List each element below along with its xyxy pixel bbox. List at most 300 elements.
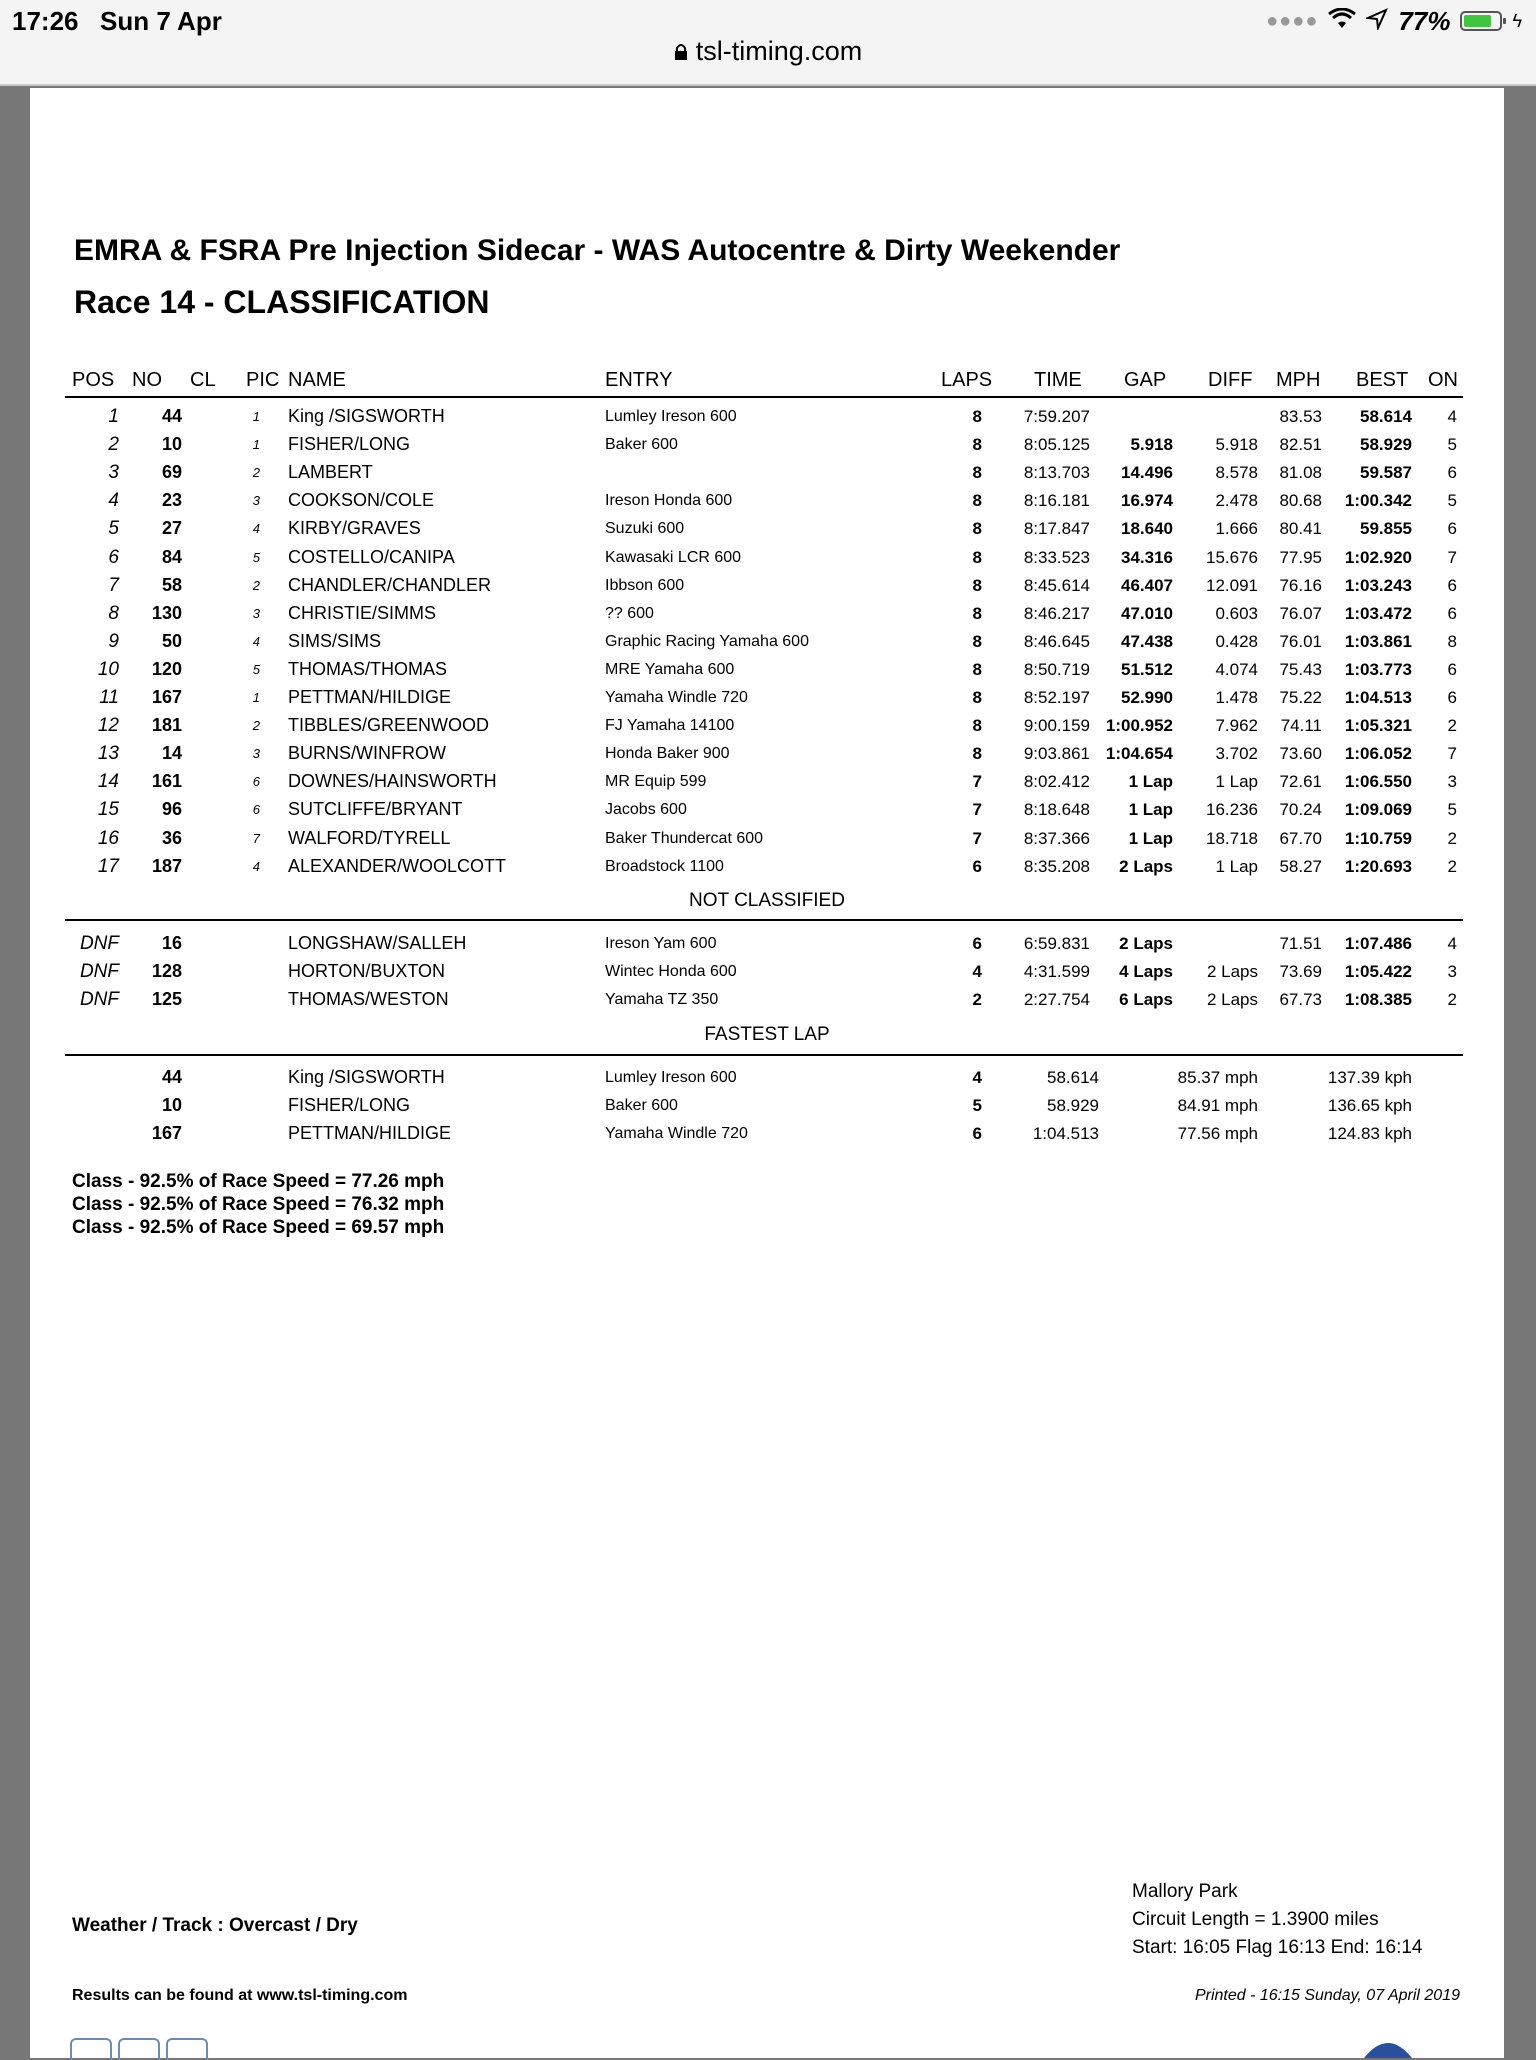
- cell-time: 8:50.719: [1023, 659, 1090, 679]
- cell-diff: 7.962: [1215, 716, 1258, 736]
- cell-no: 69: [161, 462, 182, 483]
- cell-laps: 5: [972, 1096, 982, 1115]
- cell-pic: 4: [252, 633, 260, 649]
- cell-mph: 81.08: [1279, 463, 1322, 483]
- col-entry: ENTRY: [605, 369, 673, 391]
- cell-entry: MR Equip 599: [605, 773, 707, 791]
- circuit-length: Circuit Length = 1.3900 miles: [1132, 1909, 1379, 1930]
- cell-name: COSTELLO/CANIPA: [288, 546, 455, 567]
- location-arrow-icon: [1366, 6, 1388, 37]
- col-mph: MPH: [1276, 369, 1321, 391]
- sponsor-logo: [70, 2038, 112, 2060]
- col-on: ON: [1428, 369, 1458, 391]
- cell-laps: 7: [972, 800, 982, 820]
- cell-pic: 3: [252, 746, 260, 762]
- cell-pic: 2: [252, 718, 260, 734]
- cell-time: 8:33.523: [1023, 547, 1090, 567]
- cell-best: 1:09.069: [1344, 800, 1412, 820]
- cell-no: 14: [161, 743, 182, 764]
- cell-diff: 12.091: [1206, 575, 1258, 595]
- cell-mph: 73.69: [1279, 962, 1322, 981]
- cell-mph: 76.07: [1279, 603, 1322, 623]
- cell-gap: 46.407: [1121, 575, 1173, 595]
- cell-pos: 6: [108, 546, 119, 568]
- cell-name: THOMAS/WESTON: [288, 989, 449, 1009]
- cell-mph: 74.11: [1280, 716, 1322, 736]
- cell-best: 1:05.321: [1344, 716, 1412, 736]
- cell-pic: 3: [252, 493, 260, 509]
- cell-no: 128: [151, 961, 182, 981]
- cell-pos: 11: [99, 687, 119, 708]
- cell-laps: 8: [972, 491, 982, 511]
- col-best: BEST: [1356, 369, 1409, 391]
- cell-pic: 1: [252, 409, 260, 424]
- cell-name: SIMS/SIMS: [288, 630, 382, 651]
- cell-time: 8:05.125: [1023, 435, 1090, 455]
- cell-gap: 4 Laps: [1119, 962, 1173, 981]
- cell-laps: 4: [972, 962, 982, 981]
- cell-mph: 75.22: [1279, 688, 1322, 707]
- table-row: [30, 1092, 1504, 1119]
- cell-gap: 5.918: [1130, 435, 1173, 455]
- battery-percentage: 77%: [1398, 5, 1451, 36]
- cell-kph: 124.83 kph: [1327, 1124, 1412, 1143]
- cell-laps: 8: [972, 575, 982, 595]
- cell-best: 59.855: [1360, 519, 1412, 539]
- cell-on: 6: [1447, 519, 1457, 539]
- sponsor-logo: [166, 2038, 208, 2060]
- cell-diff: 1.666: [1215, 519, 1258, 539]
- cell-pos: DNF: [79, 961, 119, 982]
- cell-entry: Jacobs 600: [605, 801, 687, 819]
- cell-pos: 5: [108, 518, 119, 540]
- cell-laps: 6: [972, 1124, 982, 1143]
- cell-diff: 5.918: [1215, 435, 1258, 455]
- cell-no: 16: [161, 933, 182, 953]
- cell-mph: 77.56 mph: [1177, 1124, 1258, 1143]
- cell-name: FISHER/LONG: [288, 1095, 411, 1115]
- table-row: [30, 740, 1504, 767]
- table-row: [30, 684, 1504, 711]
- table-row: [30, 712, 1504, 739]
- cell-name: THOMAS/THOMAS: [288, 658, 448, 679]
- cell-on: 3: [1447, 772, 1457, 792]
- table-row: [30, 796, 1504, 823]
- cell-time: 8:37.366: [1023, 828, 1090, 848]
- cell-entry: Baker Thundercat 600: [605, 829, 764, 847]
- cell-laps: 8: [972, 519, 982, 539]
- cell-diff: 1 Lap: [1215, 856, 1258, 876]
- lock-icon: [674, 37, 688, 68]
- cell-best: 1:03.472: [1344, 603, 1412, 623]
- class-speed-line: Class - 92.5% of Race Speed = 77.26 mph: [72, 1171, 445, 1192]
- cell-laps: 6: [972, 856, 982, 876]
- cell-name: King /SIGSWORTH: [288, 406, 445, 426]
- cell-diff: 2.478: [1215, 491, 1258, 511]
- cell-diff: 1 Lap: [1215, 772, 1258, 792]
- cell-laps: 8: [972, 716, 982, 736]
- fastest-lap-heading: FASTEST LAP: [704, 1024, 830, 1045]
- table-row: [30, 853, 1504, 880]
- cell-best: 58.614: [1360, 407, 1412, 426]
- cell-pos: 17: [97, 855, 119, 877]
- cell-name: SUTCLIFFE/BRYANT: [288, 799, 463, 820]
- table-row: [30, 986, 1504, 1013]
- cell-time: 58.614: [1047, 1068, 1099, 1087]
- cell-best: 1:03.773: [1344, 659, 1412, 679]
- venue-name: Mallory Park: [1132, 1881, 1238, 1902]
- cell-entry: Baker 600: [605, 1097, 678, 1114]
- cell-entry: Lumley Ireson 600: [605, 408, 737, 425]
- cell-entry: Broadstock 1100: [605, 857, 724, 875]
- cell-no: 23: [161, 490, 182, 511]
- cell-on: 6: [1447, 463, 1457, 483]
- cell-entry: Ireson Honda 600: [605, 492, 733, 510]
- cell-mph: 67.70: [1279, 828, 1322, 848]
- cell-kph: 137.39 kph: [1327, 1068, 1412, 1087]
- cell-time: 8:45.614: [1023, 575, 1090, 595]
- cell-time: 9:00.159: [1023, 716, 1090, 736]
- cell-entry: Graphic Racing Yamaha 600: [605, 632, 809, 650]
- cell-on: 5: [1447, 435, 1457, 455]
- cell-pos: 15: [97, 799, 119, 821]
- cell-pos: DNF: [79, 933, 119, 954]
- cell-time: 9:03.861: [1023, 744, 1090, 764]
- cell-time: 8:17.847: [1023, 519, 1090, 539]
- cell-diff: 18.718: [1206, 828, 1258, 848]
- cell-pos: 3: [108, 462, 119, 484]
- cell-name: King /SIGSWORTH: [288, 1067, 445, 1087]
- cell-best: 1:20.693: [1344, 856, 1412, 876]
- status-indicators: [1266, 5, 1522, 37]
- not-classified-heading: NOT CLASSIFIED: [689, 890, 845, 911]
- cell-pos: 14: [97, 771, 119, 793]
- col-time: TIME: [1034, 369, 1082, 391]
- table-row: [30, 1064, 1504, 1091]
- cell-entry: Yamaha Windle 720: [605, 1125, 748, 1142]
- cell-diff: 0.603: [1215, 603, 1258, 623]
- cell-no: 36: [161, 827, 182, 848]
- class-speed-line: Class - 92.5% of Race Speed = 76.32 mph: [72, 1194, 445, 1215]
- cell-mph: 83.53: [1279, 407, 1322, 426]
- table-row: [30, 515, 1504, 542]
- table-row: [30, 825, 1504, 852]
- cell-best: 58.929: [1360, 435, 1412, 455]
- cell-entry: Lumley Ireson 600: [605, 1069, 737, 1086]
- col-laps: LAPS: [941, 369, 993, 391]
- cell-time: 8:52.197: [1023, 688, 1090, 707]
- table-row: [30, 768, 1504, 795]
- results-url-note: Results can be found at www.tsl-timing.com: [72, 1987, 408, 2004]
- cell-pos: 4: [108, 490, 119, 512]
- class-speed-line: Class - 92.5% of Race Speed = 69.57 mph: [72, 1217, 445, 1238]
- cell-gap: 1:04.654: [1105, 744, 1173, 764]
- cell-diff: 1.478: [1215, 688, 1258, 707]
- cell-gap: 14.496: [1121, 463, 1173, 483]
- footer-logos: [70, 2038, 208, 2060]
- col-name: NAME: [288, 369, 346, 391]
- table-row: [30, 544, 1504, 571]
- cell-on: 2: [1447, 990, 1457, 1009]
- cell-mph: 76.01: [1279, 631, 1322, 651]
- cell-laps: 8: [972, 688, 982, 707]
- cell-on: 2: [1447, 828, 1457, 848]
- cell-name: WALFORD/TYRELL: [288, 827, 451, 848]
- cell-laps: 8: [972, 407, 982, 426]
- cell-on: 5: [1447, 800, 1457, 820]
- cell-diff: 2 Laps: [1206, 962, 1258, 981]
- cell-pic: 2: [252, 465, 260, 481]
- cell-mph: 71.51: [1279, 934, 1322, 953]
- cell-on: 7: [1447, 547, 1457, 567]
- cell-on: 4: [1447, 934, 1457, 953]
- cell-no: 161: [151, 771, 182, 792]
- cell-gap: 1 Lap: [1128, 772, 1173, 792]
- cell-time: 8:35.208: [1023, 856, 1090, 876]
- table-row: [30, 572, 1504, 599]
- cell-best: 1:05.422: [1344, 962, 1412, 981]
- cell-no: 167: [151, 687, 182, 707]
- cell-entry: Wintec Honda 600: [605, 963, 737, 980]
- cell-gap: 18.640: [1121, 519, 1173, 539]
- cell-laps: 8: [972, 744, 982, 764]
- cell-gap: 51.512: [1121, 659, 1173, 679]
- col-cl: CL: [190, 369, 216, 391]
- cell-on: 2: [1447, 716, 1457, 736]
- cell-no: 167: [151, 1123, 182, 1143]
- table-row: [30, 1120, 1504, 1147]
- cell-best: 1:02.920: [1344, 547, 1412, 567]
- cell-best: 1:00.342: [1344, 491, 1412, 511]
- cell-mph: 67.73: [1279, 990, 1322, 1009]
- cell-pic: 5: [252, 661, 260, 677]
- cell-name: CHRISTIE/SIMMS: [288, 602, 437, 623]
- cell-time: 8:02.412: [1023, 772, 1090, 792]
- cell-entry: Yamaha TZ 350: [605, 991, 719, 1008]
- cell-entry: Baker 600: [605, 436, 678, 454]
- cell-diff: 4.074: [1215, 659, 1258, 679]
- cell-name: FISHER/LONG: [288, 434, 411, 455]
- cell-entry: Ibbson 600: [605, 576, 685, 594]
- cell-best: 1:06.550: [1344, 772, 1412, 792]
- cell-no: 96: [161, 799, 182, 820]
- cell-entry: FJ Yamaha 14100: [605, 717, 735, 735]
- cell-laps: 8: [972, 603, 982, 623]
- cell-time: 8:16.181: [1023, 491, 1090, 511]
- cell-on: 2: [1447, 856, 1457, 876]
- cell-gap: 47.438: [1121, 631, 1173, 651]
- cell-gap: 34.316: [1121, 547, 1173, 567]
- cell-name: TIBBLES/GREENWOOD: [288, 715, 490, 736]
- cell-name: ALEXANDER/WOOLCOTT: [288, 855, 507, 876]
- cell-time: 2:27.754: [1023, 990, 1090, 1009]
- cell-time: 4:31.599: [1023, 962, 1090, 981]
- address-bar[interactable]: [0, 36, 1536, 68]
- cell-time: 7:59.207: [1023, 407, 1090, 426]
- cell-pos: 7: [108, 574, 119, 596]
- cell-diff: 8.578: [1215, 463, 1258, 483]
- cell-on: 3: [1447, 962, 1457, 981]
- status-date: Sun 7 Apr: [100, 6, 222, 36]
- cell-best: 1:04.513: [1344, 688, 1412, 707]
- cell-laps: 8: [972, 463, 982, 483]
- cell-time: 58.929: [1047, 1096, 1099, 1115]
- cell-name: LONGSHAW/SALLEH: [288, 933, 467, 953]
- address-url: tsl-timing.com: [695, 36, 863, 66]
- cell-on: 4: [1447, 407, 1457, 426]
- not-classified-divider: [65, 919, 1463, 921]
- header-divider: [65, 396, 1463, 398]
- cell-pos: DNF: [79, 989, 119, 1010]
- cell-best: 1:10.759: [1344, 828, 1412, 848]
- cell-best: 1:08.385: [1344, 990, 1412, 1009]
- cell-laps: 8: [972, 659, 982, 679]
- cell-pic: 3: [252, 605, 260, 621]
- cell-entry: Yamaha Windle 720: [605, 689, 748, 706]
- table-row: [30, 958, 1504, 985]
- cell-mph: 84.91 mph: [1177, 1096, 1258, 1115]
- cell-name: COOKSON/COLE: [288, 490, 435, 511]
- cell-pic: 7: [252, 830, 260, 846]
- cell-name: KIRBY/GRAVES: [288, 518, 421, 539]
- cell-name: CHANDLER/CHANDLER: [288, 574, 492, 595]
- cell-laps: 8: [972, 435, 982, 455]
- race-title: Race 14 - CLASSIFICATION: [74, 284, 490, 320]
- cell-diff: 2 Laps: [1206, 990, 1258, 1009]
- race-times: Start: 16:05 Flag 16:13 End: 16:14: [1132, 1937, 1423, 1958]
- timing-logo: [1360, 2034, 1416, 2058]
- cell-entry: Kawasaki LCR 600: [605, 548, 742, 566]
- col-pic: PIC: [246, 369, 280, 391]
- col-no: NO: [132, 369, 162, 391]
- cell-no: 84: [161, 546, 182, 567]
- cell-no: 50: [161, 630, 182, 651]
- cell-on: 8: [1447, 631, 1457, 651]
- cell-on: 6: [1447, 659, 1457, 679]
- cell-name: PETTMAN/HILDIGE: [288, 1123, 452, 1143]
- weather-info: Weather / Track : Overcast / Dry: [72, 1915, 358, 1936]
- cell-diff: 0.428: [1215, 631, 1258, 651]
- cell-no: 181: [151, 715, 182, 736]
- cell-on: 6: [1447, 688, 1457, 707]
- cell-no: 10: [161, 1095, 182, 1115]
- cell-on: 6: [1447, 603, 1457, 623]
- col-diff: DIFF: [1208, 369, 1253, 391]
- col-gap: GAP: [1124, 369, 1167, 391]
- cell-pos: 2: [108, 434, 119, 456]
- table-row: [30, 403, 1504, 430]
- signal-dots-icon: ●●●●: [1266, 9, 1319, 32]
- cell-gap: 16.974: [1121, 491, 1173, 511]
- cell-pic: 6: [252, 802, 260, 818]
- cell-laps: 7: [972, 772, 982, 792]
- cell-mph: 75.43: [1279, 659, 1322, 679]
- cell-gap: 52.990: [1121, 688, 1173, 707]
- cell-pic: 2: [252, 577, 260, 593]
- printed-timestamp: Printed - 16:15 Sunday, 07 April 2019: [1194, 1987, 1460, 2004]
- cell-entry: Suzuki 600: [605, 520, 685, 538]
- cell-diff: 15.676: [1206, 547, 1258, 567]
- cell-no: 58: [161, 574, 182, 595]
- cell-laps: 4: [972, 1068, 982, 1087]
- sponsor-logo: [118, 2038, 160, 2060]
- event-title: EMRA & FSRA Pre Injection Sidecar - WAS Autocentre & Dirty Weekender: [74, 234, 1121, 267]
- table-row: [30, 459, 1504, 486]
- cell-gap: 1 Lap: [1128, 828, 1173, 848]
- cell-pic: 5: [252, 549, 260, 565]
- cell-diff: 3.702: [1215, 744, 1258, 764]
- cell-no: 120: [151, 658, 182, 679]
- table-row: [30, 656, 1504, 683]
- table-header: [30, 367, 1504, 395]
- table-row: [30, 487, 1504, 514]
- cell-name: LAMBERT: [288, 462, 373, 483]
- cell-laps: 6: [972, 934, 982, 953]
- cell-mph: 70.24: [1279, 800, 1322, 820]
- cell-entry: Ireson Yam 600: [605, 935, 717, 952]
- cell-no: 125: [151, 989, 182, 1009]
- cell-pic: 1: [252, 437, 260, 453]
- cell-gap: 1:00.952: [1105, 716, 1173, 736]
- cell-time: 6:59.831: [1023, 934, 1090, 953]
- wifi-icon: [1328, 6, 1356, 37]
- cell-name: DOWNES/HAINSWORTH: [288, 771, 497, 792]
- cell-mph: 77.95: [1279, 547, 1322, 567]
- cell-kph: 136.65 kph: [1327, 1096, 1412, 1115]
- table-row: [30, 431, 1504, 458]
- cell-pos: 9: [108, 630, 119, 652]
- cell-mph: 58.27: [1279, 856, 1322, 876]
- ios-status-bar: [0, 0, 1536, 86]
- cell-best: 1:03.243: [1344, 575, 1412, 595]
- cell-pic: 6: [252, 774, 260, 790]
- cell-laps: 8: [972, 631, 982, 651]
- cell-name: BURNS/WINFROW: [288, 743, 446, 764]
- cell-pic: 1: [252, 690, 260, 705]
- charging-bolt-icon: ϟ: [1512, 10, 1522, 31]
- cell-no: 10: [161, 434, 182, 455]
- table-row: [30, 628, 1504, 655]
- table-row: [30, 600, 1504, 627]
- cell-mph: 82.51: [1279, 435, 1322, 455]
- cell-mph: 72.61: [1279, 772, 1322, 792]
- cell-no: 187: [151, 855, 182, 876]
- cell-time: 8:13.703: [1023, 463, 1090, 483]
- cell-laps: 8: [972, 547, 982, 567]
- cell-pos: 1: [108, 406, 119, 427]
- cell-entry: Honda Baker 900: [605, 745, 730, 763]
- cell-laps: 7: [972, 828, 982, 848]
- cell-pos: 16: [97, 827, 119, 849]
- cell-best: 1:03.861: [1344, 631, 1412, 651]
- cell-no: 130: [151, 602, 182, 623]
- cell-gap: 1 Lap: [1128, 800, 1173, 820]
- col-pos: POS: [72, 369, 115, 391]
- cell-on: 7: [1447, 744, 1457, 764]
- cell-name: PETTMAN/HILDIGE: [288, 687, 452, 707]
- cell-gap: 2 Laps: [1119, 934, 1173, 953]
- cell-best: 1:06.052: [1344, 744, 1412, 764]
- cell-pos: 8: [108, 602, 119, 624]
- cell-no: 27: [161, 518, 182, 539]
- cell-pos: 12: [97, 715, 119, 737]
- cell-time: 8:46.217: [1023, 603, 1090, 623]
- cell-best: 59.587: [1360, 463, 1412, 483]
- cell-pic: 4: [252, 521, 260, 537]
- fastest-lap-divider: [65, 1054, 1463, 1056]
- cell-mph: 80.41: [1279, 519, 1322, 539]
- cell-pos: 10: [97, 658, 119, 680]
